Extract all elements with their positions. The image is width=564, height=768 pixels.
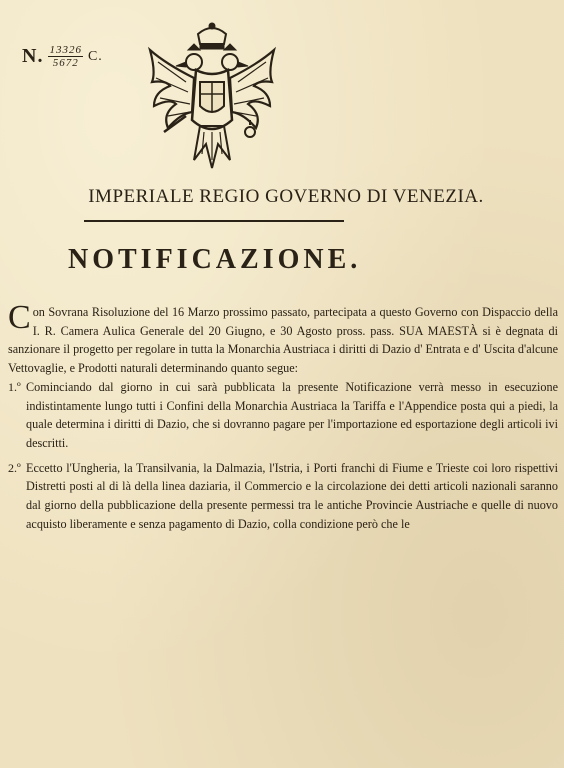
title-divider (84, 220, 344, 222)
double-headed-eagle-icon (146, 20, 278, 174)
item-number: 2.º (8, 460, 21, 475)
list-item (8, 378, 558, 453)
number-fraction (48, 44, 83, 69)
number-top: 13326 (49, 44, 82, 56)
number-bottom: 5672 (52, 57, 79, 69)
intro-text: on Sovrana Risoluzione del 16 Marzo prossimo passato, partecipata a questo Governo con Dispaccio della I. R. Camera Aulica Generale del 20 Giugno, e 30 Agosto pross. pass. SUA MAESTÀ si è degnata di sanzionare il progetto per regolare in tutta la Monarchia Austriaca i diritti di Dazio d' Entrata e d' Uscita d'alcune Vettovaglie, e Prodotti naturali determinando quanto segue: (8, 305, 558, 376)
item-text: Eccetto l'Ungheria, la Transilvania, la Dalmazia, l'Istria, i Porti franchi di Fiume e Trieste coi loro rispettivi Distretti posti al di là della linea daziaria, il Commercio e la circolazione dei detti articoli nazionali saranno dal giorno della pubblicazione della presente permessi tra le antiche Provincie Austriache e quelle di nuovo acquisto liberamente e senza pagamento di Dazio, colla condizione però che le (26, 460, 558, 531)
document-number (22, 44, 103, 69)
notice-title: NOTIFICAZIONE. (68, 244, 362, 275)
intro-paragraph (8, 299, 558, 378)
item-text: Cominciando dal giorno in cui sarà pubblicata la presente Notificazione verrà messo in esecuzione indistintamente lungo tutti i Confini della Monarchia Austriaca la Tariffa e l'Appendice posta qui a piedi, la quale determina i diritti di Dazio, che si dovranno pagare per l'importazione ed esportazione degli articoli ivi descritti. (26, 379, 558, 450)
government-title: IMPERIALE REGIO GOVERNO DI VENEZIA. (88, 186, 484, 207)
list-item (8, 459, 558, 534)
number-prefix: N. (22, 45, 44, 67)
item-number: 1.º (8, 379, 21, 394)
number-suffix: C. (87, 48, 103, 64)
notice-body (8, 299, 558, 533)
dropcap: C (8, 299, 31, 336)
